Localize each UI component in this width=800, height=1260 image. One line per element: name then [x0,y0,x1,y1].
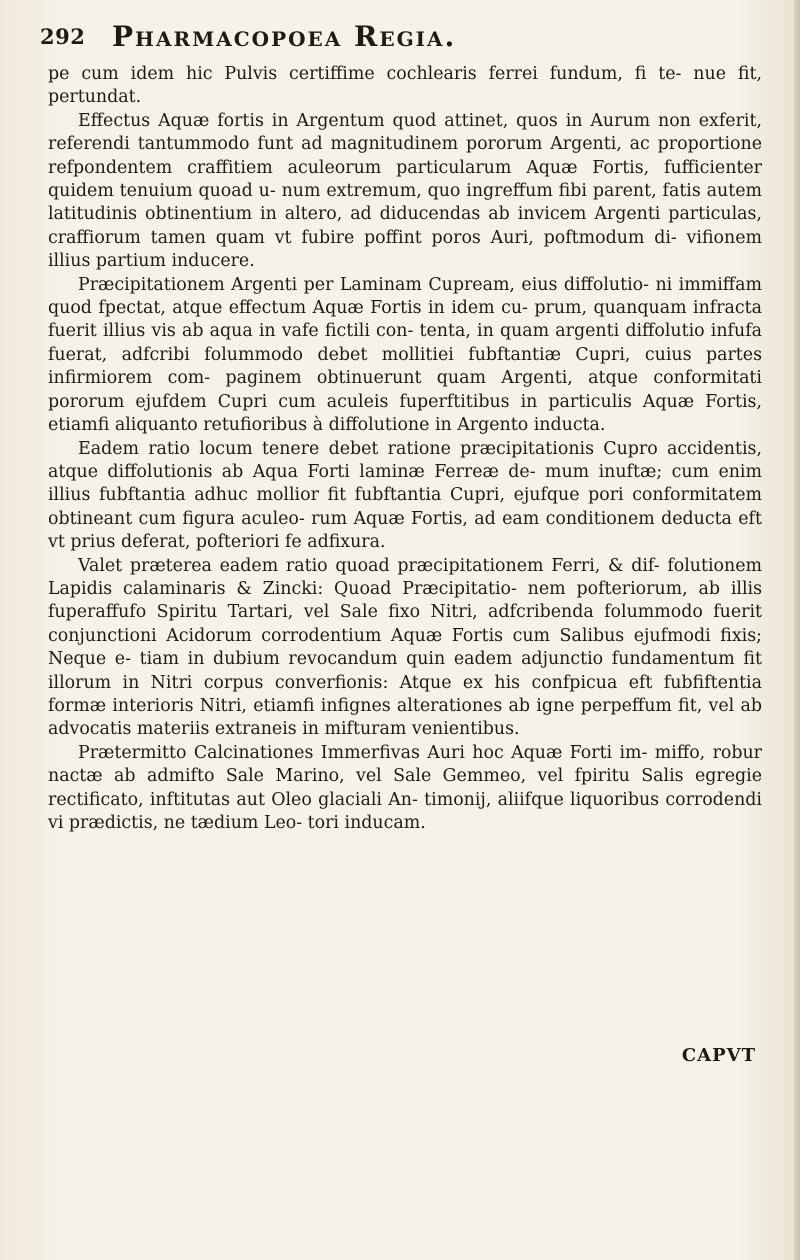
paragraph-2: Effectus Aquæ fortis in Argentum quod attinet, quos in Aurum non exferit, referendi tantummodo funt ad magnitudinem pororum Argenti, ac proportione refpondentem craffitiem aculeorum particularum Aquæ Fortis, fufficienter quidem tenuium quoad u- num extremum, quo ingreffum fibi parent, fatis autem latitudinis obtinentium in altero, ad diducendas ab invicem Argenti particulas, craffiorum tamen quam vt fubire poffint poros Auri, poftmodum di- vifionem illius partium inducere. [48,110,762,272]
paragraph-1: pe cum idem hic Pulvis certiffime cochlearis ferrei fundum, fi te- nue fit, pertundat. [48,64,762,108]
paragraph-4: Eadem ratio locum tenere debet ratione præcipitationis Cupro accidentis, atque diffolutionis ab Aqua Forti laminæ Ferreæ de- mum inuftæ; cum enim illius fubftantia adhuc mollior fit fubftantia Cupri, ejufque pori conformitatem obtineant cum figura aculeo- rum Aquæ Fortis, ad eam conditionem deducta eft vt prius deferat, pofteriori fe adfixura. [48,438,762,553]
running-head [40,18,770,58]
page-number: 292 [40,24,86,49]
page-edge-shadow [794,0,800,1260]
running-title: Pharmacopoea Regia. [112,20,457,53]
paragraph-6: Prætermitto Calcinationes Immerfivas Auri hoc Aquæ Forti im- miffo, robur nactæ ab admifto Sale Marino, vel Sale Gemmeo, vel fpiritu Salis egregie rectificato, inftitutas aut Oleo glaciali An- timonij, aliifque liquoribus corrodendi vi prædictis, ne tædium Leo- tori inducam. [48,742,762,833]
paragraph-5: Valet præterea eadem ratio quoad præcipitationem Ferri, & dif- folutionem Lapidis calaminaris & Zincki: Quoad Præcipitatio- nem pofteriorum, ab illis fuperaffufo Spiritu Tartari, vel Sale fixo Nitri, adfcribenda folummodo fuerit conjunctioni Acidorum corrodentium Aquæ Fortis cum Salibus ejufmodi fixis; Neque e- tiam in dubium revocandum quin eadem adjunctio fundamentum fit illorum in Nitri corpus converfionis: Atque ex his confpicua eft fubfiftentia formæ interioris Nitri, etiamfi infignes alterationes ab igne perpeffum fit, vel ab advocatis materiis extraneis in mifturam venientibus. [48,555,762,740]
catchword: CAPVT [681,1045,756,1066]
paragraph-3: Præcipitationem Argenti per Laminam Cupream, eius diffolutio- ni immiffam quod fpectat, atque effectum Aquæ Fortis in idem cu- prum, quanquam infracta fuerit illius vis ab aqua in vafe fictili con- tenta, in quam argenti diffolutio infufa fuerat, adfcribi folummodo debet mollitiei fubftantiæ Cupri, cuius partes infirmiorem com- paginem obtinuerunt quam Argenti, atque conformitati pororum ejufdem Cupri cum aculeis fuperftitibus in particulis Aquæ Fortis, etiamfi aliquanto retufioribus à diffolutione in Argento inducta. [48,274,762,436]
body-text [48,63,762,835]
